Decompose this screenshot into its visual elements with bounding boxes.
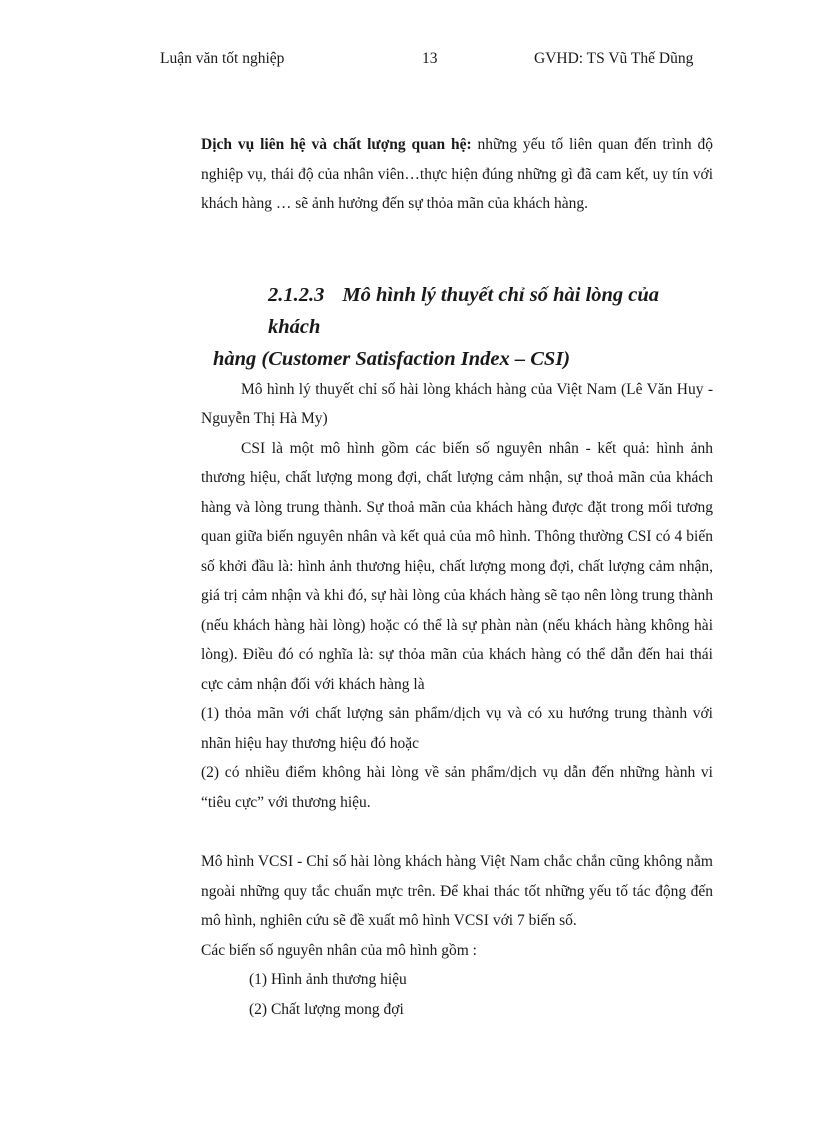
page-body [201, 130, 713, 1024]
paragraph-vcsi: Mô hình VCSI - Chỉ số hài lòng khách hàng Việt Nam chắc chắn cũng không nằm ngoài những quy tắc chuẩn mực trên. Để khai thác tốt những yếu tố tác động đến mô hình, nghiên cứu sẽ đề xuất mô hình VCSI với 7 biến số. [201, 853, 713, 929]
header-page-number: 13 [422, 50, 438, 67]
paragraph-model-source: Mô hình lý thuyết chỉ số hài lòng khách hàng của Việt Nam (Lê Văn Huy - Nguyễn Thị Hà My) [201, 380, 713, 427]
section-heading [201, 279, 713, 375]
list-item: (1) Hình ảnh thương hiệu [249, 971, 407, 988]
intro-text: những yếu tố liên quan đến trình độ nghiệp vụ, thái độ của nhân viên…thực hiện đúng những gì đã cam kết, uy tín với khách hàng … sẽ ảnh hưởng đến sự thỏa mãn của khách hàng. [201, 136, 713, 212]
header-advisor: GVHD: TS Vũ Thế Dũng [534, 50, 694, 67]
paragraph-csi-description: CSI là một mô hình gồm các biến số nguyên nhân - kết quả: hình ảnh thương hiệu, chất lượng mong đợi, chất lượng cảm nhận, sự thoả mãn của khách hàng và lòng trung thành. Sự thoả mãn của khách hàng được đặt trong mối tương quan giữa biến nguyên nhân và kết quả của mô hình. Thông thường CSI có 4 biến số khởi đầu là: hình ảnh thương hiệu, chất lượng mong đợi, chất lượng cảm nhận, giá trị cảm nhận và khi đó, sự hài lòng của khách hàng sẽ tạo nên lòng trung thành (nếu khách hàng hài lòng) hoặc có thể là sự phàn nàn (nếu khách hàng không hài lòng). Điều đó có nghĩa là: sự thỏa mãn của khách hàng có thể dẫn đến hai thái cực cảm nhận đối với khách hàng là [201, 439, 713, 693]
paragraph-spacer [201, 817, 713, 847]
header-thesis-label: Luận văn tốt nghiệp [160, 50, 285, 67]
paragraph-outcome-1: (1) thỏa mãn với chất lượng sản phẩm/dịch vụ và có xu hướng trung thành với nhãn hiệu hay thương hiệu đó hoặc [201, 705, 713, 752]
paragraph-variables-intro: Các biến số nguyên nhân của mô hình gồm : [201, 941, 477, 959]
intro-paragraph [201, 130, 713, 219]
page-header [0, 50, 816, 70]
section-number: 2.1.2.3 [268, 283, 325, 306]
section-title-line2: hàng (Customer Satisfaction Index – CSI) [213, 347, 571, 370]
intro-bold-lead: Dịch vụ liên hệ và chất lượng quan hệ: [201, 136, 472, 153]
list-item: (2) Chất lượng mong đợi [249, 1000, 404, 1018]
paragraph-outcome-2: (2) có nhiều điểm không hài lòng về sản phẩm/dịch vụ dẫn đến những hành vi “tiêu cực” với thương hiệu. [201, 764, 713, 811]
section-title-line1: Mô hình lý thuyết chỉ số hài lòng của khách [268, 283, 660, 338]
